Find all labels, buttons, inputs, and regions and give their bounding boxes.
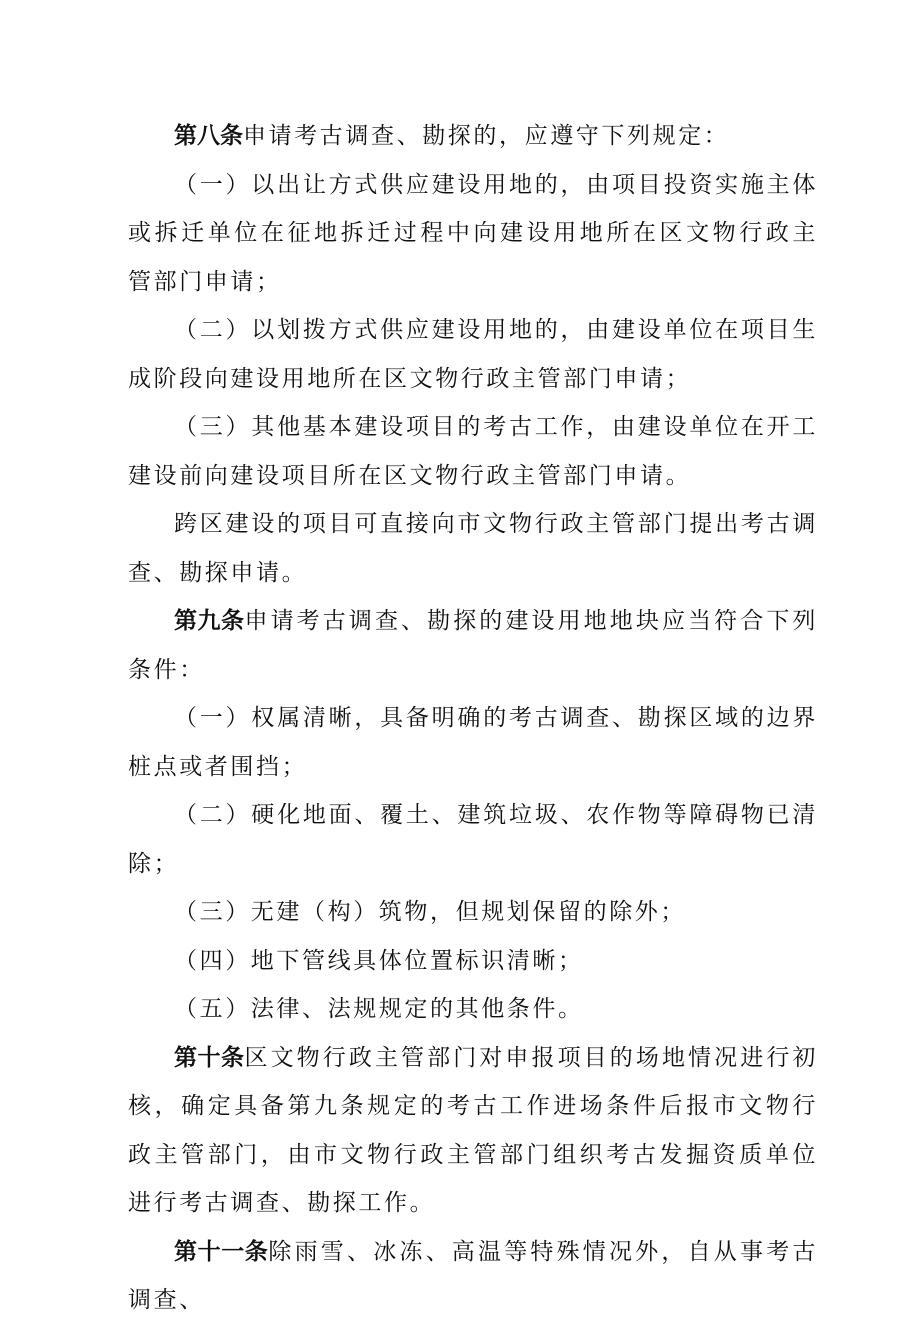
article-9-item-4 — [128, 937, 818, 986]
paragraph-text: （三）其他基本建设项目的考古工作，由建设单位在开工建设前向建设项目所在区文物行政主管部门申请。 — [128, 414, 818, 489]
article-label: 第十一条 — [174, 1238, 269, 1265]
article-8-heading — [128, 112, 818, 161]
document-page — [128, 112, 818, 1325]
article-9-item-5 — [128, 985, 818, 1034]
article-9-item-3 — [128, 888, 818, 937]
article-8-item-1 — [128, 161, 818, 307]
article-10 — [128, 1034, 818, 1228]
paragraph-text: 申请考古调查、勘探的建设用地地块应当符合下列条件： — [128, 608, 819, 683]
paragraph-text: 跨区建设的项目可直接向市文物行政主管部门提出考古调查、勘探申请。 — [128, 511, 818, 586]
article-11 — [128, 1228, 818, 1325]
paragraph-text: （二）以划拨方式供应建设用地的，由建设单位在项目生成阶段向建设用地所在区文物行政主管部门申请； — [128, 317, 818, 392]
article-8-item-3 — [128, 403, 818, 500]
article-8-item-2 — [128, 306, 818, 403]
paragraph-text: （四）地下管线具体位置标识清晰； — [174, 947, 584, 974]
paragraph-text: （二）硬化地面、覆土、建筑垃圾、农作物等障碍物已清除； — [128, 802, 818, 877]
article-label: 第八条 — [174, 123, 243, 149]
article-9-heading — [128, 597, 818, 694]
paragraph-text: 申请考古调查、勘探的，应遵守下列规定： — [243, 123, 730, 149]
article-8-cross-district — [128, 500, 818, 597]
article-9-item-1 — [128, 694, 818, 791]
article-label: 第九条 — [174, 608, 245, 634]
article-9-item-2 — [128, 791, 818, 888]
paragraph-text: （一）以出让方式供应建设用地的，由项目投资实施主体或拆迁单位在征地拆迁过程中向建设用地所在区文物行政主管部门申请； — [128, 171, 818, 295]
paragraph-text: （三）无建（构）筑物，但规划保留的除外； — [174, 899, 686, 925]
paragraph-text: （一）权属清晰，具备明确的考古调查、勘探区域的边界桩点或者围挡； — [128, 705, 818, 780]
article-label: 第十条 — [174, 1044, 245, 1071]
paragraph-text: 区文物行政主管部门对申报项目的场地情况进行初核，确定具备第九条规定的考古工作进场条件后报市文物行政主管部门，由市文物行政主管部门组织考古发掘资质单位进行考古调查、勘探工作。 — [128, 1044, 819, 1216]
paragraph-text: 除雨雪、冰冻、高温等特殊情况外，自从事考古调查、 — [128, 1238, 818, 1313]
paragraph-text: （五）法律、法规规定的其他条件。 — [174, 996, 584, 1022]
